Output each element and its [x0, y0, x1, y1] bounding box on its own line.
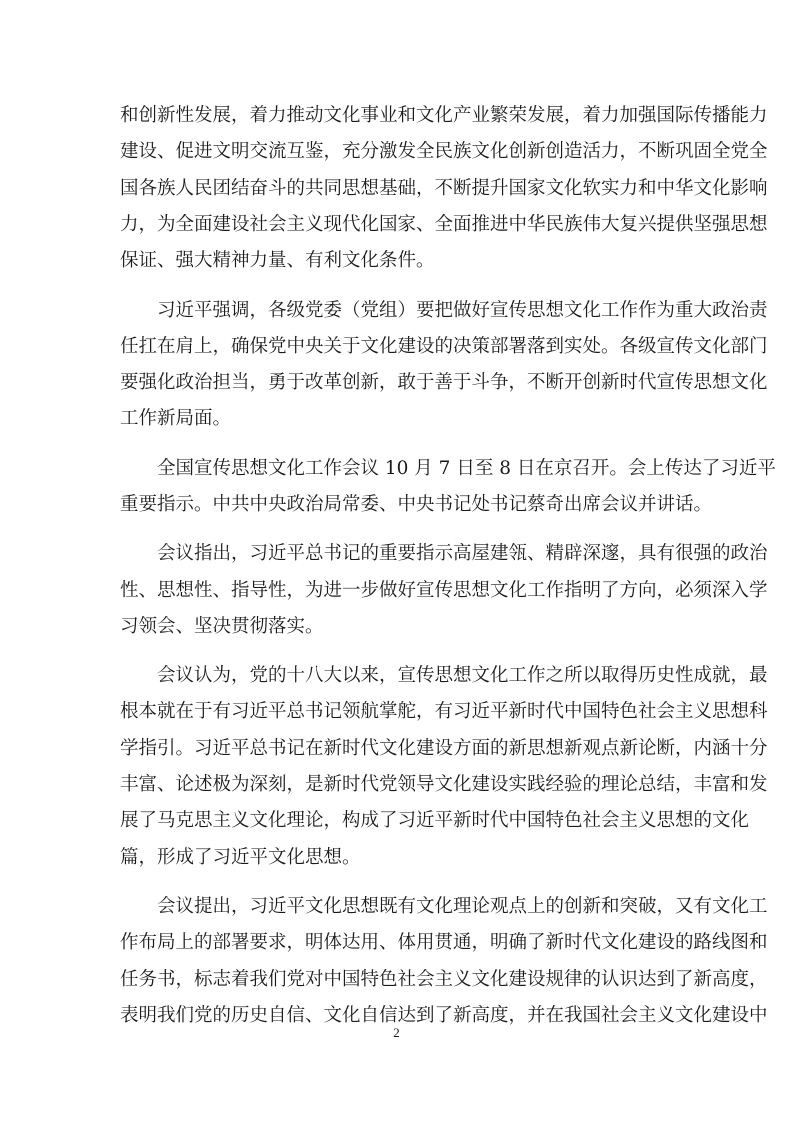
text-line: 全国宣传思想文化工作会议 10 月 7 日至 8 日在京召开。会上传达了习近平 — [157, 458, 776, 479]
text-line: 重要指示。中共中央政治局常委、中央书记处书记蔡奇出席会议并讲话。 — [120, 494, 713, 515]
text-line: 学指引。习近平总书记在新时代文化建设方面的新思想新观点新论断，内涵十分 — [120, 738, 768, 759]
text-line: 习近平强调，各级党委（党组）要把做好宣传思想文化工作作为重大政治责 — [157, 300, 768, 321]
page-number: 2 — [393, 1025, 400, 1040]
text-line: 作布局上的部署要求，明体达用、体用贯通，明确了新时代文化建设的路线图和 — [120, 932, 768, 953]
text-line: 性、思想性、指导性，为进一步做好宣传思想文化工作指明了方向，必须深入学 — [120, 580, 768, 601]
text-line: 表明我们党的历史自信、文化自信达到了新高度，并在我国社会主义文化建设中 — [120, 1005, 768, 1026]
text-line: 任务书，标志着我们党对中国特色社会主义文化建设规律的认识达到了新高度， — [120, 969, 768, 990]
text-line: 根本就在于有习近平总书记领航掌舵，有习近平新时代中国特色社会主义思想科 — [120, 701, 768, 722]
text-line: 会议指出，习近平总书记的重要指示高屋建瓴、精辟深邃，具有很强的政治 — [157, 543, 768, 564]
text-line: 要强化政治担当，勇于改革创新，敢于善于斗争，不断开创新时代宣传思想文化 — [120, 372, 768, 393]
text-line: 国各族人民团结奋斗的共同思想基础，不断提升国家文化软实力和中华文化影响 — [120, 178, 768, 199]
text-line: 任扛在肩上，确保党中央关于文化建设的决策部署落到实处。各级宣传文化部门 — [120, 336, 768, 357]
text-line: 习领会、坚决贯彻落实。 — [120, 616, 324, 637]
text-line: 建设、促进文明交流互鉴，充分激发全民族文化创新创造活力，不断巩固全党全 — [120, 141, 768, 162]
text-line: 会议认为，党的十八大以来，宣传思想文化工作之所以取得历史性成就，最 — [157, 665, 768, 686]
text-line: 展了马克思主义文化理论，构成了习近平新时代中国特色社会主义思想的文化 — [120, 810, 750, 831]
text-line: 和创新性发展，着力推动文化事业和文化产业繁荣发展，着力加强国际传播能力 — [120, 105, 768, 126]
text-line: 篇，形成了习近平文化思想。 — [120, 847, 361, 868]
text-line: 工作新局面。 — [120, 408, 232, 429]
text-line: 会议提出，习近平文化思想既有文化理论观点上的创新和突破，又有文化工 — [157, 896, 768, 917]
text-line: 丰富、论述极为深刻，是新时代党领导文化建设实践经验的理论总结，丰富和发 — [120, 774, 768, 795]
text-line: 力，为全面建设社会主义现代化国家、全面推进中华民族伟大复兴提供坚强思想 — [120, 214, 768, 235]
text-line: 保证、强大精神力量、有利文化条件。 — [120, 250, 435, 271]
